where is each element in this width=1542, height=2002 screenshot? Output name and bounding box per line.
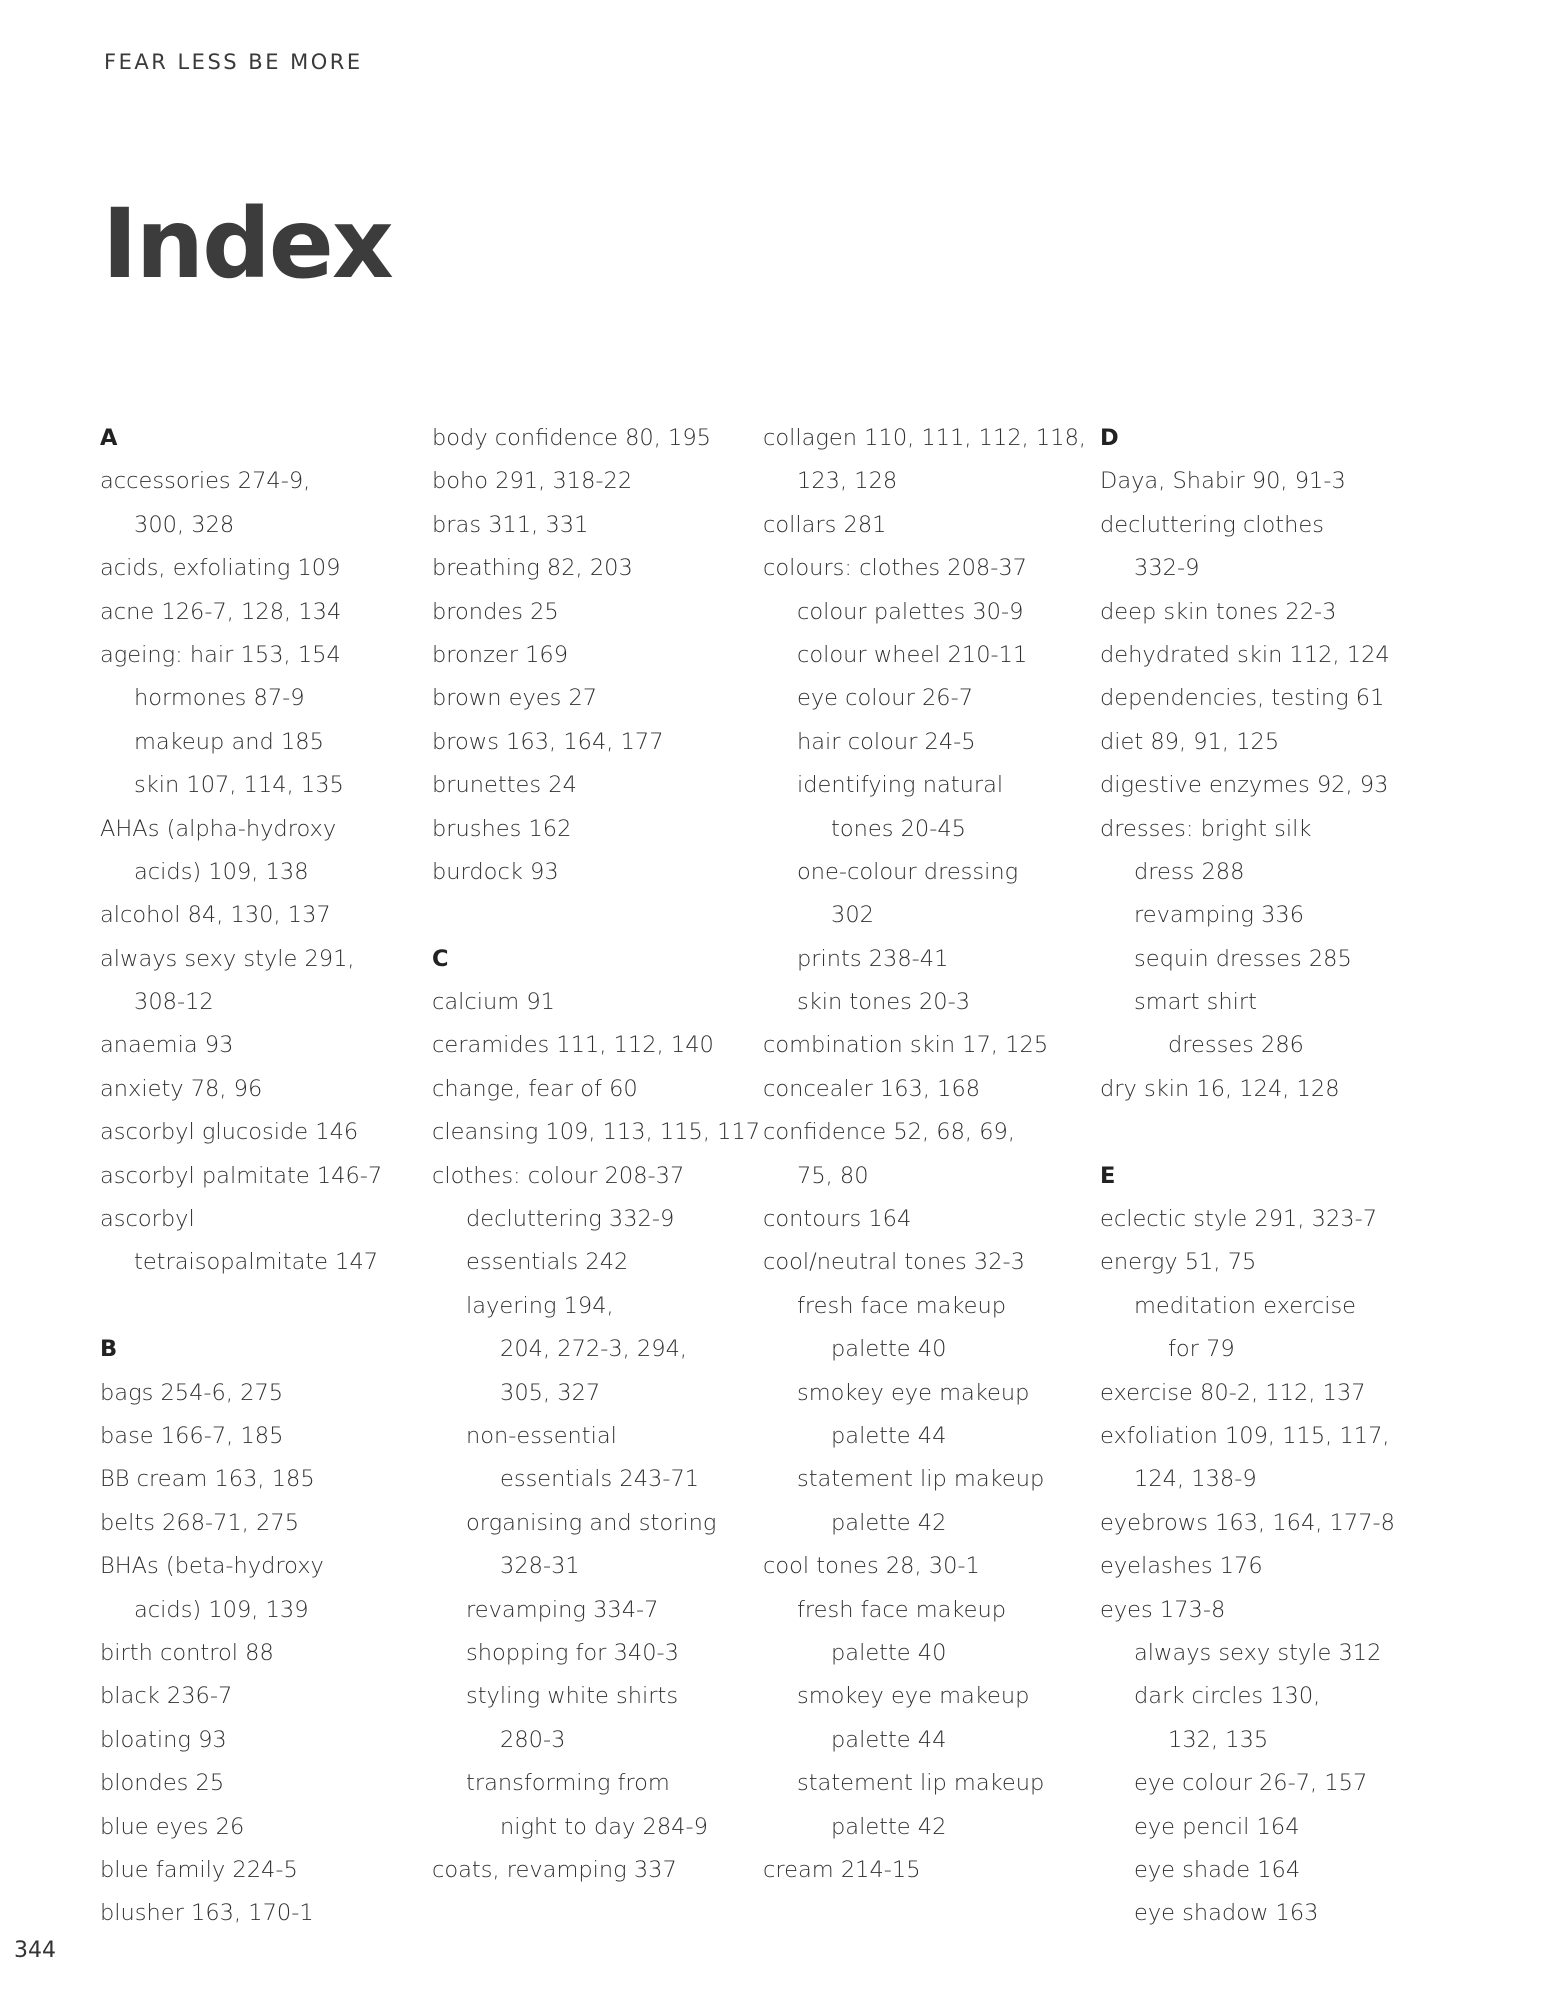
index-entry: clothes: colour 208-37 — [432, 1162, 685, 1189]
index-entry: anaemia 93 — [100, 1032, 234, 1059]
index-entry: digestive enzymes 92, 93 — [1100, 772, 1389, 799]
index-subentry: decluttering 332-9 — [466, 1206, 675, 1233]
index-entry: exfoliation 109, 115, 117, — [1100, 1422, 1390, 1449]
index-subentry: smokey eye makeup — [797, 1683, 1030, 1710]
index-subentry: revamping 334-7 — [466, 1596, 659, 1623]
index-subentry: palette 44 — [831, 1422, 947, 1449]
index-entry: confidence 52, 68, 69, — [763, 1119, 1015, 1146]
index-subentry: for 79 — [1168, 1336, 1235, 1363]
index-subentry: makeup and 185 — [134, 728, 324, 755]
index-subentry: night to day 284-9 — [500, 1813, 708, 1840]
index-entry: eyelashes 176 — [1100, 1553, 1263, 1580]
index-subentry: essentials 242 — [466, 1249, 629, 1276]
index-subentry: 124, 138-9 — [1134, 1466, 1257, 1493]
index-entry: brushes 162 — [432, 815, 572, 842]
index-section-letter: C — [432, 945, 449, 972]
index-subentry: hair colour 24-5 — [797, 728, 976, 755]
index-entry: coats, revamping 337 — [432, 1856, 677, 1883]
index-entry: combination skin 17, 125 — [763, 1032, 1049, 1059]
index-entry: contours 164 — [763, 1206, 912, 1233]
index-entry: ascorbyl — [100, 1206, 195, 1233]
index-subentry: meditation exercise — [1134, 1292, 1357, 1319]
index-subentry: palette 44 — [831, 1726, 947, 1753]
index-entry: colours: clothes 208-37 — [763, 555, 1028, 582]
index-subentry: acids) 109, 138 — [134, 858, 309, 885]
index-section-letter: E — [1100, 1162, 1116, 1189]
index-entry: diet 89, 91, 125 — [1100, 728, 1280, 755]
index-entry: body confidence 80, 195 — [432, 425, 711, 451]
index-subentry: smart shirt — [1134, 989, 1257, 1016]
index-entry: brunettes 24 — [432, 772, 577, 799]
index-entry: cream 214-15 — [763, 1856, 921, 1883]
index-subentry: 204, 272-3, 294, — [500, 1336, 688, 1363]
index-subentry: revamping 336 — [1134, 902, 1305, 929]
index-subentry: colour wheel 210-11 — [797, 641, 1028, 668]
index-entry: eyebrows 163, 164, 177-8 — [1100, 1509, 1395, 1536]
index-subentry: palette 40 — [831, 1639, 947, 1666]
index-entry: eyes 173-8 — [1100, 1596, 1226, 1623]
index-subentry: skin 107, 114, 135 — [134, 772, 344, 799]
index-subentry: 308-12 — [134, 989, 214, 1016]
index-entry: anxiety 78, 96 — [100, 1075, 263, 1102]
index-subentry: layering 194, — [466, 1292, 614, 1319]
index-entry: breathing 82, 203 — [432, 555, 633, 582]
index-subentry: 123, 128 — [797, 468, 898, 495]
index-entry: dependencies, testing 61 — [1100, 685, 1385, 712]
index-entry: collagen 110, 111, 112, 118, — [763, 425, 1087, 451]
index-subentry: statement lip makeup — [797, 1466, 1045, 1493]
index-entry: bloating 93 — [100, 1726, 227, 1753]
index-entry: BB cream 163, 185 — [100, 1466, 315, 1493]
index-subentry: palette 42 — [831, 1509, 947, 1536]
index-column-1 — [100, 417, 420, 1936]
index-spacer — [100, 1285, 420, 1328]
index-column-3 — [763, 417, 1087, 1892]
index-entry: bags 254-6, 275 — [100, 1379, 284, 1406]
index-subentry: tetraisopalmitate 147 — [134, 1249, 379, 1276]
index-subentry: identifying natural — [797, 772, 1004, 799]
index-subentry: tones 20-45 — [831, 815, 966, 842]
index-entry: dehydrated skin 112, 124 — [1100, 641, 1390, 668]
index-entry: alcohol 84, 130, 137 — [100, 902, 331, 929]
index-entry: cool/neutral tones 32-3 — [763, 1249, 1025, 1276]
index-entry: belts 268-71, 275 — [100, 1509, 300, 1536]
index-subentry: 302 — [831, 902, 874, 929]
index-subentry: organising and storing — [466, 1509, 717, 1536]
index-entry: collars 281 — [763, 511, 887, 538]
index-subentry: fresh face makeup — [797, 1596, 1007, 1623]
index-entry: dresses: bright silk — [1100, 815, 1312, 842]
index-entry: brondes 25 — [432, 598, 559, 625]
index-section-letter: B — [100, 1336, 118, 1363]
index-entry: concealer 163, 168 — [763, 1075, 981, 1102]
index-subentry: dark circles 130, — [1134, 1683, 1321, 1710]
index-entry: dry skin 16, 124, 128 — [1100, 1075, 1340, 1102]
index-entry: bronzer 169 — [432, 641, 569, 668]
index-subentry: dresses 286 — [1168, 1032, 1304, 1059]
index-subentry: 75, 80 — [797, 1162, 869, 1189]
index-subentry: non-essential — [466, 1422, 617, 1449]
index-subentry: 332-9 — [1134, 555, 1200, 582]
index-entry: ageing: hair 153, 154 — [100, 641, 341, 668]
index-subentry: smokey eye makeup — [797, 1379, 1030, 1406]
page-title: Index — [102, 188, 392, 300]
index-section-letter: A — [100, 425, 118, 451]
index-entry: burdock 93 — [432, 858, 559, 885]
index-entry: brown eyes 27 — [432, 685, 598, 712]
index-spacer — [1100, 1111, 1420, 1154]
index-entry: accessories 274-9, — [100, 468, 311, 495]
index-entry: Daya, Shabir 90, 91-3 — [1100, 468, 1346, 495]
index-entry: boho 291, 318-22 — [432, 468, 633, 495]
index-section-letter: D — [1100, 425, 1119, 451]
index-subentry: statement lip makeup — [797, 1770, 1045, 1797]
index-subentry: eye colour 26-7 — [797, 685, 974, 712]
index-subentry: eye pencil 164 — [1134, 1813, 1300, 1840]
index-subentry: 305, 327 — [500, 1379, 601, 1406]
index-column-4 — [1100, 417, 1420, 1936]
index-subentry: hormones 87-9 — [134, 685, 305, 712]
index-column-2 — [432, 417, 761, 1892]
index-entry: cool tones 28, 30-1 — [763, 1553, 980, 1580]
index-entry: ceramides 111, 112, 140 — [432, 1032, 714, 1059]
index-entry: blondes 25 — [100, 1770, 225, 1797]
index-subentry: eye colour 26-7, 157 — [1134, 1770, 1368, 1797]
index-subentry: 280-3 — [500, 1726, 566, 1753]
index-subentry: 132, 135 — [1168, 1726, 1269, 1753]
index-entry: acids, exfoliating 109 — [100, 555, 341, 582]
index-entry: AHAs (alpha-hydroxy — [100, 815, 337, 842]
index-subentry: always sexy style 312 — [1134, 1639, 1382, 1666]
index-subentry: transforming from — [466, 1770, 670, 1797]
index-subentry: one-colour dressing — [797, 858, 1019, 885]
index-entry: BHAs (beta-hydroxy — [100, 1553, 324, 1580]
index-entry: exercise 80-2, 112, 137 — [1100, 1379, 1366, 1406]
index-subentry: prints 238-41 — [797, 945, 949, 972]
index-entry: blue family 224-5 — [100, 1856, 298, 1883]
index-entry: blusher 163, 170-1 — [100, 1900, 314, 1927]
index-subentry: palette 42 — [831, 1813, 947, 1840]
index-subentry: styling white shirts — [466, 1683, 679, 1710]
index-entry: blue eyes 26 — [100, 1813, 245, 1840]
page-number: 344 — [14, 1938, 56, 1963]
index-subentry: 328-31 — [500, 1553, 580, 1580]
index-subentry: 300, 328 — [134, 511, 235, 538]
index-entry: eclectic style 291, 323-7 — [1100, 1206, 1378, 1233]
index-subentry: shopping for 340-3 — [466, 1639, 679, 1666]
index-subentry: essentials 243-71 — [500, 1466, 700, 1493]
index-entry: acne 126-7, 128, 134 — [100, 598, 342, 625]
index-subentry: palette 40 — [831, 1336, 947, 1363]
index-spacer — [432, 894, 752, 937]
index-entry: bras 311, 331 — [432, 511, 589, 538]
index-entry: base 166-7, 185 — [100, 1422, 284, 1449]
index-subentry: eye shadow 163 — [1134, 1900, 1319, 1927]
index-entry: deep skin tones 22-3 — [1100, 598, 1337, 625]
index-entry: cleansing 109, 113, 115, 117 — [432, 1119, 761, 1146]
index-entry: decluttering clothes — [1100, 511, 1324, 538]
index-subentry: acids) 109, 139 — [134, 1596, 309, 1623]
index-entry: always sexy style 291, — [100, 945, 355, 972]
index-subentry: sequin dresses 285 — [1134, 945, 1352, 972]
index-entry: birth control 88 — [100, 1639, 274, 1666]
index-entry: calcium 91 — [432, 989, 555, 1016]
index-entry: ascorbyl glucoside 146 — [100, 1119, 359, 1146]
index-subentry: dress 288 — [1134, 858, 1245, 885]
index-entry: change, fear of 60 — [432, 1075, 638, 1102]
index-entry: ascorbyl palmitate 146-7 — [100, 1162, 383, 1189]
index-entry: black 236-7 — [100, 1683, 233, 1710]
running-head: FEAR LESS BE MORE — [104, 50, 363, 74]
index-entry: energy 51, 75 — [1100, 1249, 1257, 1276]
index-entry: brows 163, 164, 177 — [432, 728, 664, 755]
index-subentry: fresh face makeup — [797, 1292, 1007, 1319]
index-subentry: colour palettes 30-9 — [797, 598, 1024, 625]
index-subentry: skin tones 20-3 — [797, 989, 971, 1016]
index-subentry: eye shade 164 — [1134, 1856, 1301, 1883]
